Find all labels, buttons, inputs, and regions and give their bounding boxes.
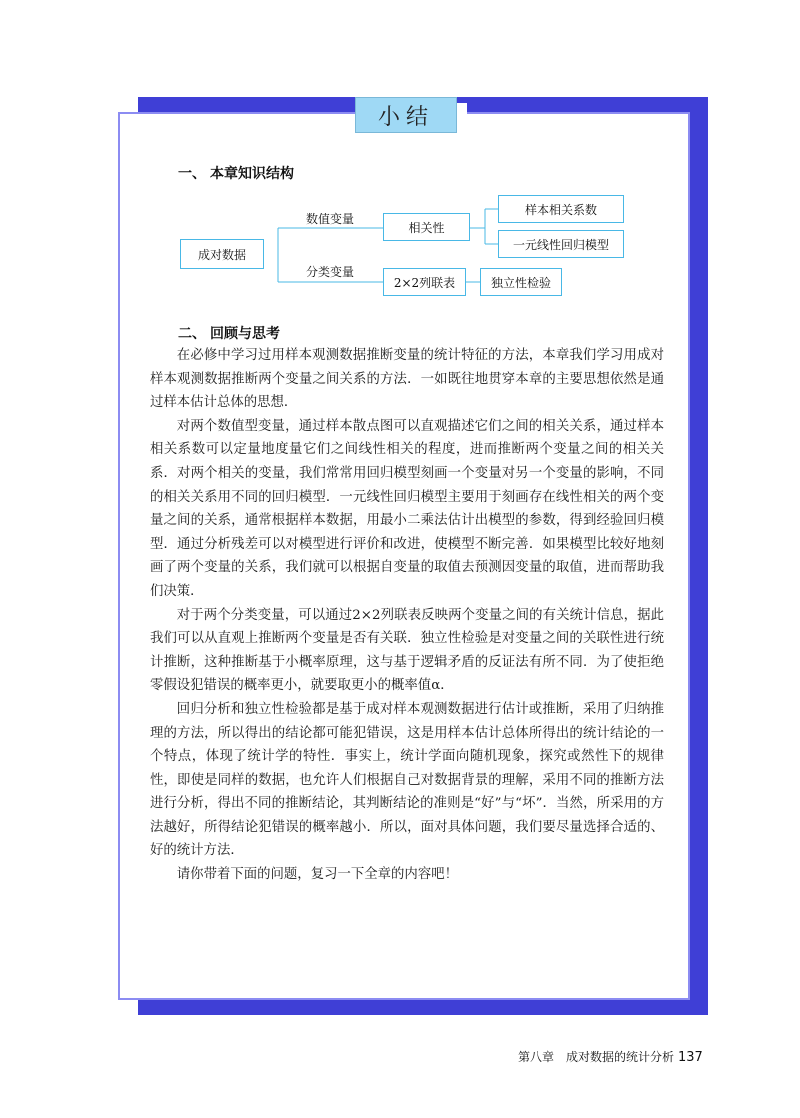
paragraph-numeric-variables: 对两个数值型变量，通过样本散点图可以直观描述它们之间的相关关系，通过样本相关系数可以定量地度量它们之间线性相关的程度，进而推断两个变量之间的相关关系．对两个相关的变量，我们常常用回归模型刻画一个变量对另一个变量的影响，不同的相关关系用不同的回归模型．一元线性回归模型主要用于刻画存在线性相关的两个变量之间的关系，通常根据样本数据，用最小二乘法估计出模型的参数，得到经验回归模型．通过分析残差可以对模型进行评价和改进，使模型不断完善．如果模型比较好地刻画了两个变量的关系，我们就可以根据自变量的取值去预测因变量的取值，进而帮助我们决策． [150, 418, 664, 599]
diagram-correlation-box: 相关性 [383, 213, 470, 241]
page-footer [518, 1048, 703, 1065]
heading-text: 本章知识结构 [210, 166, 294, 182]
diagram-linear-model-box: 一元线性回归模型 [498, 230, 624, 258]
section-title: 小结 [355, 97, 457, 133]
paragraph-intro: 在必修中学习过用样本观测数据推断变量的统计特征的方法，本章我们学习用成对样本观测数据推断两个变量之间关系的方法．一如既往地贯穿本章的主要思想依然是通过样本估计总体的思想． [150, 348, 664, 411]
diagram-independence-box: 独立性检验 [480, 268, 562, 296]
diagram-contingency-box: 2×2列联表 [383, 268, 466, 296]
heading-review [178, 323, 280, 343]
paragraph-review-prompt: 请你带着下面的问题，复习一下全章的内容吧！ [176, 867, 458, 883]
edge-label-categorical: 分类变量 [306, 265, 355, 279]
review-text [150, 344, 664, 887]
footer-chapter: 第八章 成对数据的统计分析 [518, 1050, 675, 1064]
page-number: 137 [678, 1050, 703, 1065]
heading-text: 回顾与思考 [210, 326, 280, 342]
heading-number: 二、 [178, 326, 206, 342]
diagram-sample-coeff-box: 样本相关系数 [498, 195, 624, 223]
diagram-root-box: 成对数据 [180, 239, 264, 269]
heading-number: 一、 [178, 166, 206, 182]
edge-label-numeric: 数值变量 [306, 212, 355, 226]
paragraph-inference-nature: 回归分析和独立性检验都是基于成对样本观测数据进行估计或推断，采用了归纳推理的方法，所以得出的结论都可能犯错误，这是用样本估计总体所得出的统计结论的一个特点，体现了统计学的特性．事实上，统计学面向随机现象，探究或然性下的规律性，即使是同样的数据，也允许人们根据自己对数据背景的理解，采用不同的推断方法进行分析，得出不同的推断结论，其判断结论的准则是“好”与“坏”．当然，所采用的方法越好，所得结论犯错误的概率越小．所以，面对具体问题，我们要尽量选择合适的、好的统计方法． [150, 701, 664, 859]
paragraph-categorical-variables: 对于两个分类变量，可以通过2×2列联表反映两个变量之间的有关统计信息，据此我们可以从直观上推断两个变量是否有关联．独立性检验是对变量之间的关联性进行统计推断，这种推断基于小概率原理，这与基于逻辑矛盾的反证法有所不同．为了使拒绝零假设犯错误的概率更小，就要取更小的概率值α． [150, 607, 664, 694]
